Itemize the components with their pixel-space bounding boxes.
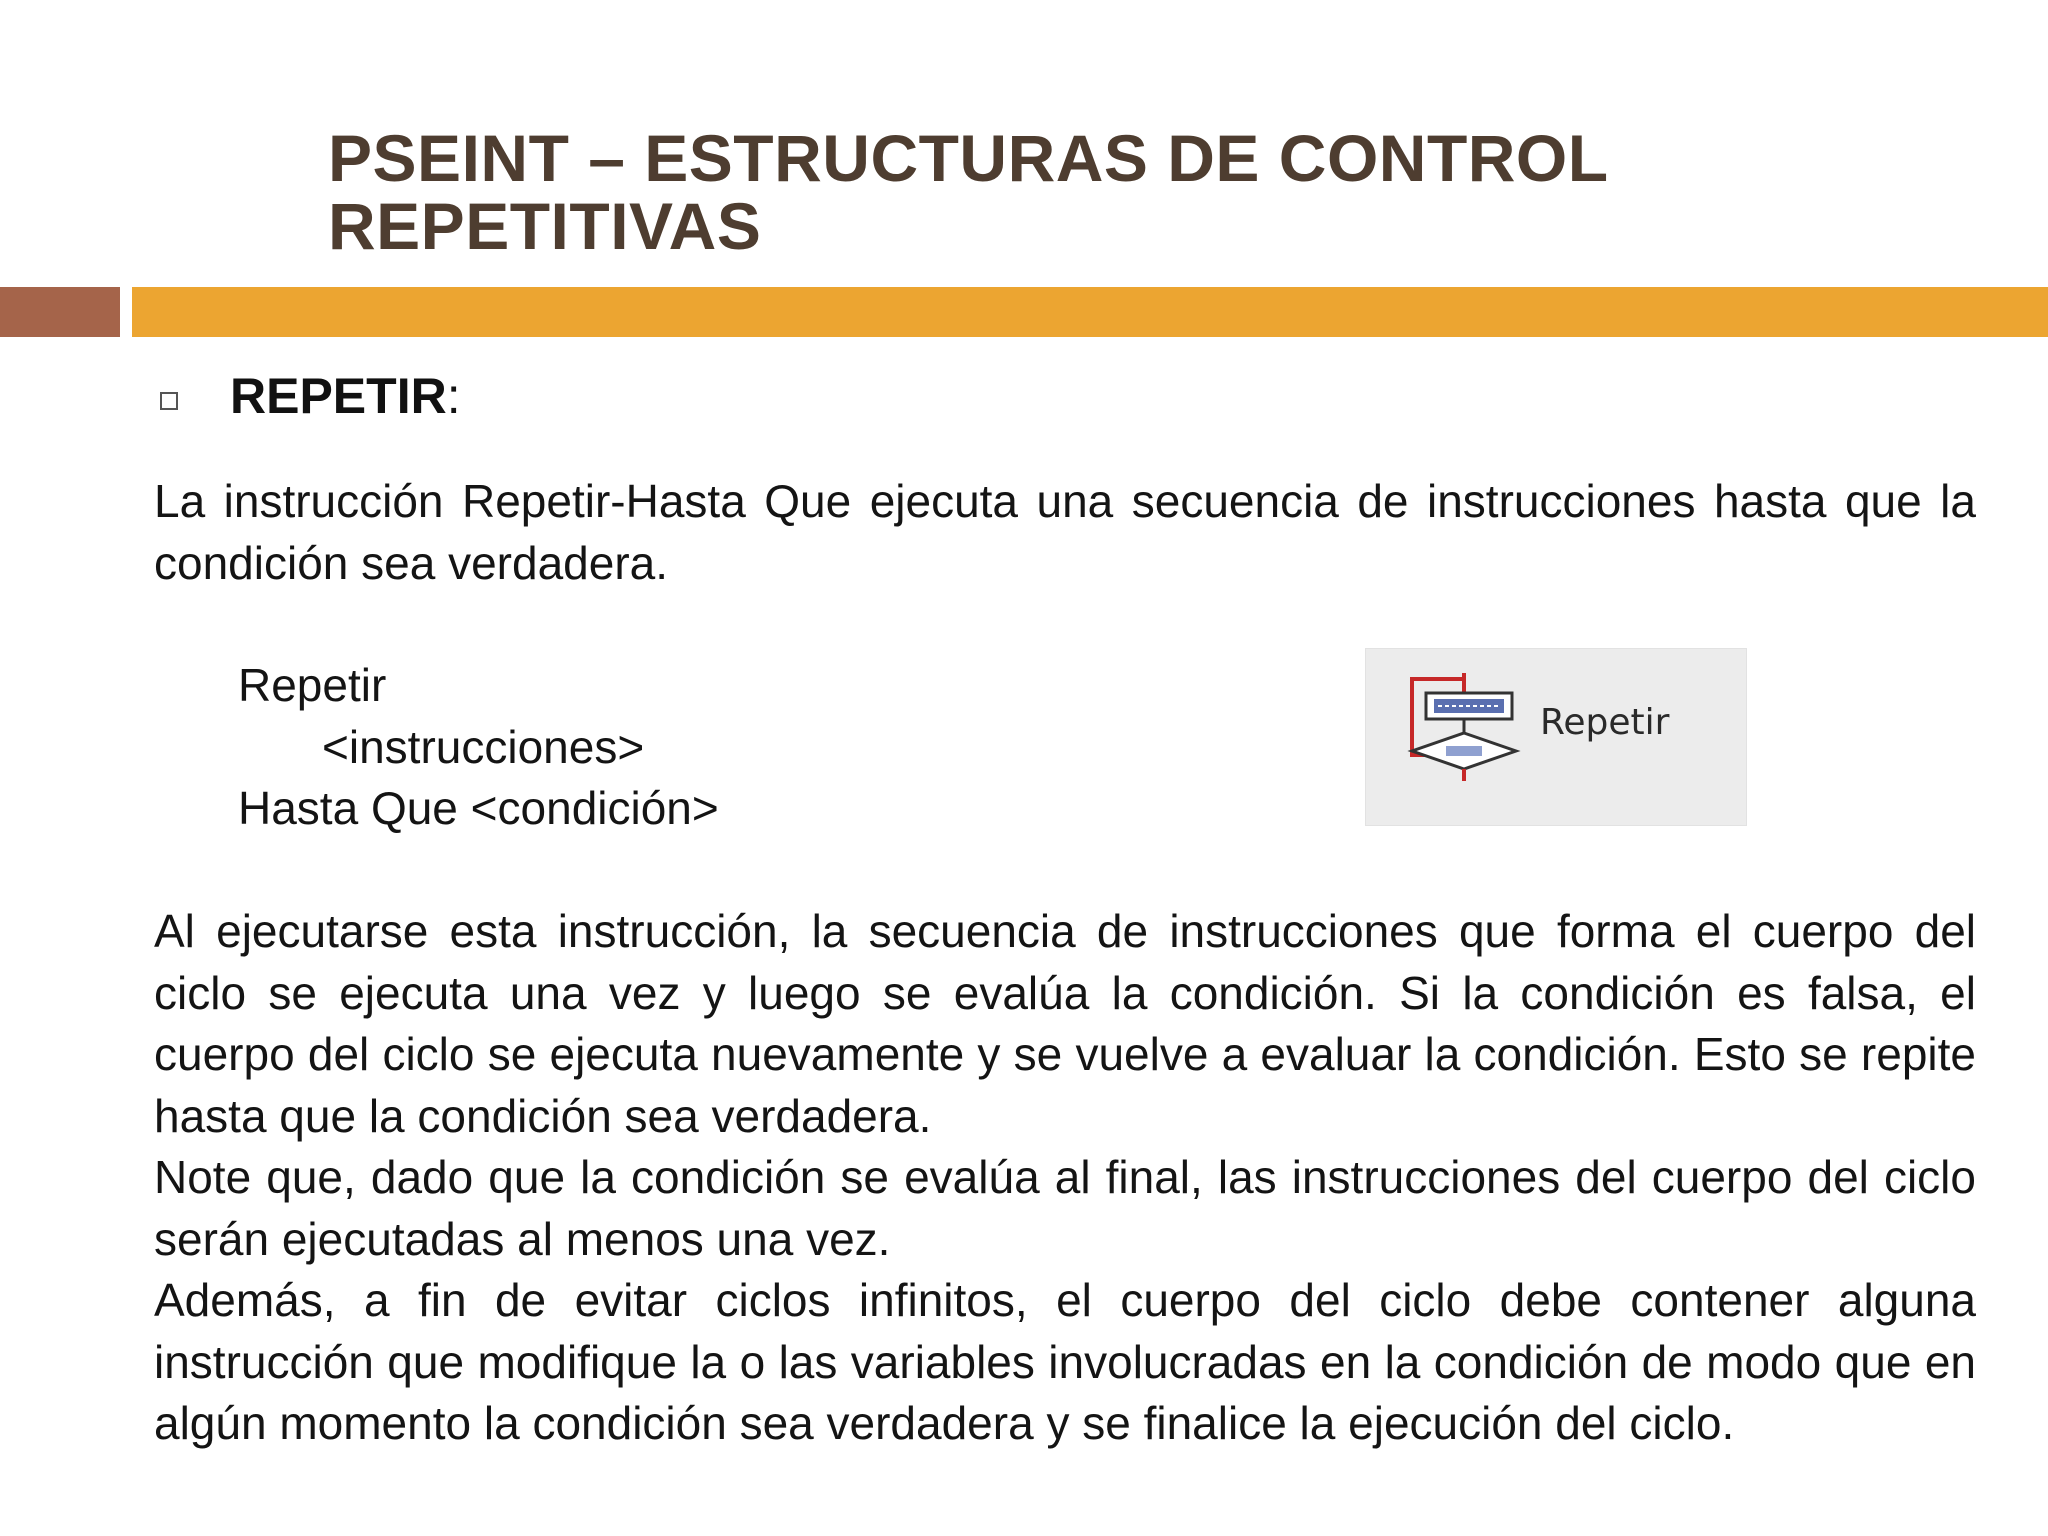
repetir-flowchart-icon xyxy=(1404,671,1524,781)
extra-text: Además, a fin de evitar ciclos infinitos, el cuerpo del ciclo debe contener alguna instrucción que modifique la o las variables involucradas en la condición de modo que en algún momento la condición sea verdadera y se finalice la ejecución del ciclo. xyxy=(154,1274,1976,1449)
slide-title xyxy=(328,121,1928,263)
accent-bar-left xyxy=(0,287,120,337)
slide-title-line-1: PSEINT – ESTRUCTURAS DE CONTROL xyxy=(328,121,1609,195)
bullet-repetir xyxy=(160,366,461,426)
accent-bar-right xyxy=(132,287,2048,337)
note-text: Note que, dado que la condición se evalúa al final, las instrucciones del cuerpo del ciclo serán ejecutadas al menos una vez. xyxy=(154,1151,1976,1265)
explanation-paragraph xyxy=(154,901,1976,1455)
repetir-icon-label: Repetir xyxy=(1540,702,1670,743)
repetir-icon-card xyxy=(1365,648,1747,826)
bullet-heading xyxy=(230,366,461,426)
intro-paragraph: La instrucción Repetir-Hasta Que ejecuta una secuencia de instrucciones hasta que la condición sea verdadera. xyxy=(154,475,1976,589)
bullet-heading-label: REPETIR xyxy=(230,368,447,424)
syntax-line-repetir: Repetir xyxy=(238,659,387,711)
slide-title-line-2: REPETITIVAS xyxy=(328,189,762,263)
body-text: Al ejecutarse esta instrucción, la secuencia de instrucciones que forma el cuerpo del ciclo se ejecuta una vez y luego se evalúa la condición. Si la condición es falsa, el cuerpo del ciclo se ejecuta nuevamente y se vuelve a evaluar la condición. Esto se repite hasta que la condición sea verdadera. xyxy=(154,905,1976,1142)
square-bullet-icon xyxy=(160,392,178,410)
syntax-line-instrucciones: <instrucciones> xyxy=(322,720,645,773)
syntax-line-hasta-que: Hasta Que <condición> xyxy=(238,782,719,834)
bullet-heading-colon: : xyxy=(446,368,461,424)
syntax-block xyxy=(238,655,719,840)
